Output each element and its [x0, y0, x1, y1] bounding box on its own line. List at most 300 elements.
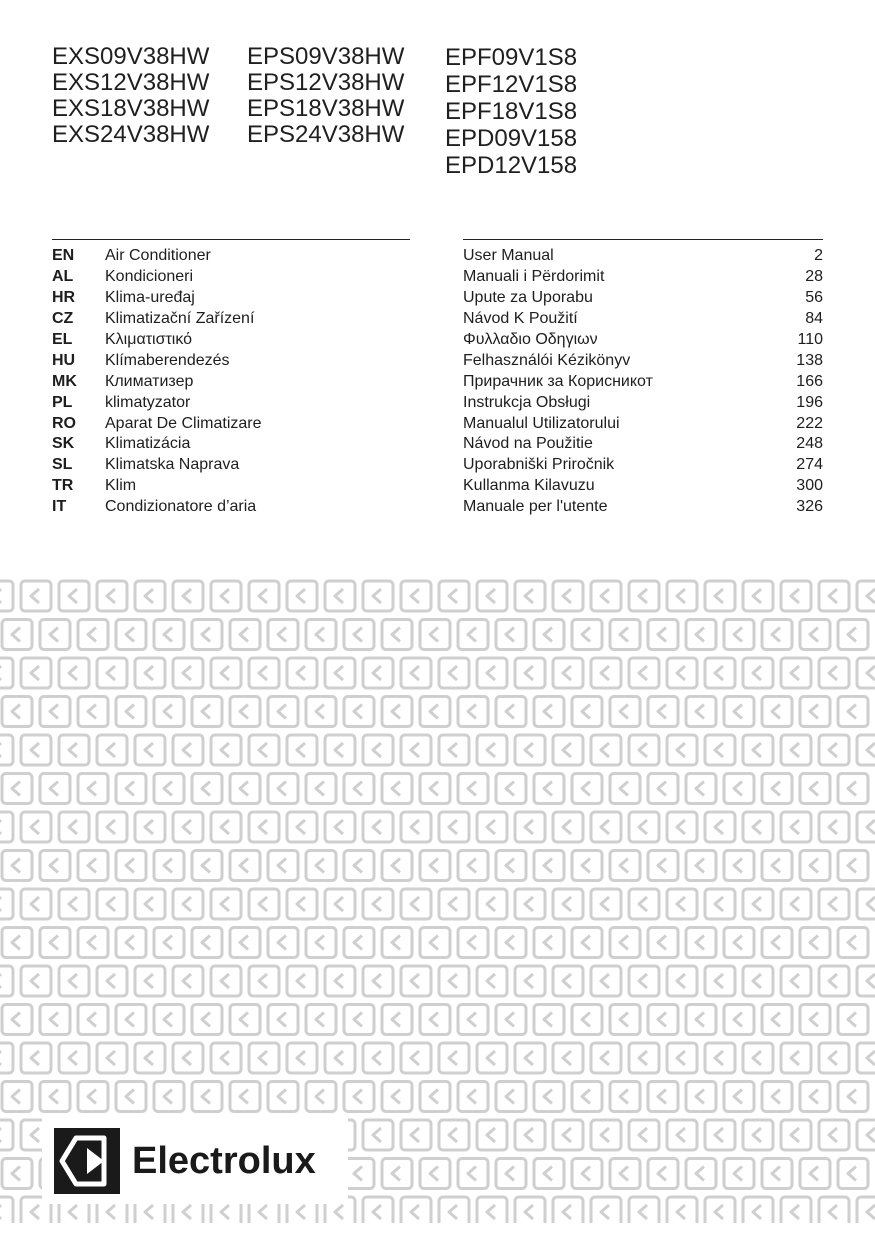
pattern-tile-icon [819, 658, 849, 688]
pattern-tile-icon [572, 697, 602, 727]
manual-contents-list [463, 246, 823, 518]
model-number: EXS18V38HW [52, 95, 210, 122]
pattern-tile-icon [154, 851, 184, 881]
language-code: IT [52, 498, 67, 516]
pattern-tile-icon [420, 774, 450, 804]
pattern-tile-icon [59, 1043, 89, 1073]
pattern-tile-icon [0, 735, 13, 765]
pattern-tile-icon [116, 928, 146, 958]
pattern-tile-icon [230, 851, 260, 881]
pattern-tile-icon [78, 620, 108, 650]
pattern-tile-icon [458, 1159, 488, 1189]
pattern-tile-icon [838, 697, 868, 727]
pattern-tile-icon [306, 851, 336, 881]
pattern-tile-icon [743, 889, 773, 919]
product-name: Klim [105, 477, 137, 495]
pattern-tile-icon [458, 620, 488, 650]
pattern-tile-icon [686, 620, 716, 650]
pattern-tile-icon [610, 620, 640, 650]
contents-row [463, 497, 823, 518]
language-row [52, 350, 412, 371]
pattern-tile-icon [135, 581, 165, 611]
pattern-tile-icon [97, 1043, 127, 1073]
product-name: klimatyzator [105, 393, 191, 411]
pattern-tile-icon [629, 1197, 659, 1223]
pattern-tile-icon [496, 1082, 526, 1112]
manual-title: Felhasználói Kézikönyv [463, 351, 631, 369]
pattern-tile-icon [363, 658, 393, 688]
pattern-tile-icon [591, 581, 621, 611]
language-row [52, 392, 412, 413]
pattern-tile-icon [838, 1159, 868, 1189]
pattern-tile-icon [21, 966, 51, 996]
pattern-tile-icon [382, 697, 412, 727]
contents-row [463, 371, 823, 392]
model-number: EPF12V1S8 [445, 71, 578, 98]
pattern-tile-icon [686, 774, 716, 804]
language-code: CZ [52, 310, 74, 328]
pattern-tile-icon [572, 1005, 602, 1035]
pattern-tile-icon [249, 581, 279, 611]
pattern-tile-icon [667, 735, 697, 765]
pattern-tile-icon [2, 1005, 32, 1035]
language-row [52, 413, 412, 434]
brand-logo [42, 1118, 348, 1204]
model-number: EPF18V1S8 [445, 98, 578, 125]
model-list-exs [52, 44, 209, 148]
pattern-tile-icon [344, 928, 374, 958]
pattern-tile-icon [762, 774, 792, 804]
pattern-tile-icon [743, 581, 773, 611]
pattern-tile-icon [534, 1082, 564, 1112]
product-name: Condizionatore d’aria [105, 498, 257, 516]
pattern-tile-icon [211, 581, 241, 611]
language-code: RO [52, 414, 76, 432]
divider-left [52, 239, 410, 240]
pattern-tile-icon [838, 620, 868, 650]
model-number: EPD09V158 [445, 125, 578, 152]
pattern-tile-icon [59, 889, 89, 919]
pattern-tile-icon [40, 774, 70, 804]
page-number: 300 [796, 477, 823, 495]
pattern-tile-icon [382, 620, 412, 650]
pattern-tile-icon [781, 1120, 811, 1150]
model-number: EPS24V38HW [247, 121, 405, 148]
pattern-tile-icon [800, 1159, 830, 1189]
pattern-tile-icon [553, 1197, 583, 1223]
language-row [52, 288, 412, 309]
manual-title: Návod K Použití [463, 310, 578, 328]
pattern-tile-icon [667, 889, 697, 919]
product-name: Klímaberendezés [105, 351, 230, 369]
pattern-tile-icon [287, 1043, 317, 1073]
pattern-tile-icon [667, 1043, 697, 1073]
pattern-tile-icon [648, 1005, 678, 1035]
pattern-tile-icon [135, 812, 165, 842]
pattern-tile-icon [819, 812, 849, 842]
pattern-tile-icon [553, 581, 583, 611]
page-number: 326 [796, 498, 823, 516]
pattern-tile-icon [800, 774, 830, 804]
pattern-tile-icon [420, 697, 450, 727]
pattern-tile-icon [363, 735, 393, 765]
pattern-tile-icon [705, 889, 735, 919]
pattern-tile-icon [211, 966, 241, 996]
pattern-tile-icon [553, 1120, 583, 1150]
pattern-tile-icon [135, 966, 165, 996]
pattern-tile-icon [648, 851, 678, 881]
language-code: PL [52, 393, 73, 411]
pattern-tile-icon [439, 889, 469, 919]
pattern-tile-icon [458, 1005, 488, 1035]
pattern-tile-icon [819, 889, 849, 919]
language-row [52, 246, 412, 267]
model-list-epf-epd [445, 44, 577, 179]
pattern-tile-icon [97, 735, 127, 765]
model-number: EPF09V1S8 [445, 44, 578, 71]
pattern-tile-icon [515, 1120, 545, 1150]
contents-row [463, 267, 823, 288]
language-code: EN [52, 247, 75, 265]
pattern-tile-icon [458, 697, 488, 727]
pattern-tile-icon [686, 1159, 716, 1189]
manual-title: Instrukcja Obsługi [463, 393, 591, 411]
pattern-tile-icon [496, 1159, 526, 1189]
pattern-tile-icon [306, 928, 336, 958]
pattern-tile-icon [496, 928, 526, 958]
pattern-tile-icon [515, 812, 545, 842]
contents-row [463, 413, 823, 434]
pattern-tile-icon [572, 620, 602, 650]
pattern-tile-icon [686, 1082, 716, 1112]
pattern-tile-icon [477, 1197, 507, 1223]
pattern-tile-icon [496, 697, 526, 727]
model-number: EXS12V38HW [52, 69, 210, 96]
pattern-tile-icon [0, 966, 13, 996]
pattern-tile-icon [724, 1082, 754, 1112]
language-code: HU [52, 351, 76, 369]
pattern-tile-icon [629, 889, 659, 919]
pattern-tile-icon [363, 889, 393, 919]
page-number: 166 [796, 372, 823, 390]
pattern-tile-icon [116, 697, 146, 727]
pattern-tile-icon [306, 1082, 336, 1112]
pattern-tile-icon [857, 812, 875, 842]
language-row [52, 476, 412, 497]
pattern-tile-icon [40, 1082, 70, 1112]
pattern-tile-icon [116, 620, 146, 650]
pattern-tile-icon [192, 928, 222, 958]
pattern-tile-icon [724, 1005, 754, 1035]
pattern-tile-icon [648, 697, 678, 727]
pattern-tile-icon [553, 1043, 583, 1073]
pattern-tile-icon [648, 1159, 678, 1189]
pattern-tile-icon [762, 1005, 792, 1035]
pattern-tile-icon [401, 1043, 431, 1073]
pattern-tile-icon [59, 581, 89, 611]
pattern-tile-icon [173, 966, 203, 996]
pattern-tile-icon [135, 889, 165, 919]
pattern-tile-icon [2, 1159, 32, 1189]
pattern-tile-icon [515, 1197, 545, 1223]
product-name: Air Conditioner [105, 247, 211, 265]
pattern-tile-icon [591, 1043, 621, 1073]
pattern-tile-icon [287, 889, 317, 919]
pattern-tile-icon [325, 1043, 355, 1073]
pattern-tile-icon [534, 851, 564, 881]
pattern-tile-icon [344, 1082, 374, 1112]
page-number: 274 [796, 456, 823, 474]
pattern-tile-icon [439, 735, 469, 765]
pattern-tile-icon [2, 1082, 32, 1112]
pattern-tile-icon [819, 581, 849, 611]
pattern-tile-icon [249, 889, 279, 919]
pattern-tile-icon [154, 1005, 184, 1035]
pattern-tile-icon [325, 581, 355, 611]
pattern-tile-icon [743, 1043, 773, 1073]
pattern-tile-icon [781, 658, 811, 688]
pattern-tile-icon [59, 735, 89, 765]
pattern-tile-icon [572, 851, 602, 881]
contents-row [463, 330, 823, 351]
language-row [52, 455, 412, 476]
pattern-tile-icon [420, 620, 450, 650]
pattern-tile-icon [78, 851, 108, 881]
pattern-tile-icon [173, 1043, 203, 1073]
pattern-tile-icon [477, 812, 507, 842]
pattern-tile-icon [97, 966, 127, 996]
pattern-tile-icon [116, 851, 146, 881]
pattern-tile-icon [268, 928, 298, 958]
language-code: HR [52, 289, 76, 307]
pattern-tile-icon [686, 928, 716, 958]
pattern-tile-icon [268, 774, 298, 804]
pattern-tile-icon [591, 735, 621, 765]
pattern-tile-icon [686, 697, 716, 727]
pattern-tile-icon [534, 928, 564, 958]
pattern-tile-icon [819, 1197, 849, 1223]
pattern-tile-icon [344, 620, 374, 650]
pattern-tile-icon [534, 1005, 564, 1035]
pattern-tile-icon [287, 581, 317, 611]
pattern-tile-icon [458, 928, 488, 958]
pattern-tile-icon [230, 1082, 260, 1112]
pattern-tile-icon [325, 966, 355, 996]
page-number: 222 [796, 414, 823, 432]
pattern-tile-icon [59, 812, 89, 842]
pattern-tile-icon [515, 658, 545, 688]
pattern-tile-icon [667, 581, 697, 611]
manual-title: Uporabniški Priročnik [463, 456, 615, 474]
model-list-eps [247, 44, 404, 148]
contents-row [463, 392, 823, 413]
pattern-tile-icon [838, 928, 868, 958]
pattern-tile-icon [21, 735, 51, 765]
pattern-tile-icon [629, 735, 659, 765]
pattern-tile-icon [21, 658, 51, 688]
pattern-tile-icon [382, 851, 412, 881]
product-name: Klimatska Naprava [105, 456, 240, 474]
pattern-tile-icon [268, 1005, 298, 1035]
pattern-tile-icon [610, 1159, 640, 1189]
pattern-tile-icon [135, 658, 165, 688]
pattern-tile-icon [306, 620, 336, 650]
page-number: 56 [805, 289, 823, 307]
model-number: EPS18V38HW [247, 95, 405, 122]
pattern-tile-icon [420, 1082, 450, 1112]
pattern-tile-icon [610, 697, 640, 727]
page-number: 196 [796, 393, 823, 411]
pattern-tile-icon [173, 889, 203, 919]
pattern-tile-icon [306, 697, 336, 727]
pattern-tile-icon [2, 851, 32, 881]
pattern-tile-icon [211, 658, 241, 688]
pattern-tile-icon [287, 966, 317, 996]
pattern-tile-icon [629, 966, 659, 996]
pattern-tile-icon [591, 812, 621, 842]
pattern-tile-icon [287, 735, 317, 765]
pattern-tile-icon [363, 812, 393, 842]
pattern-tile-icon [667, 812, 697, 842]
pattern-tile-icon [572, 928, 602, 958]
pattern-tile-icon [553, 658, 583, 688]
pattern-tile-icon [686, 1005, 716, 1035]
pattern-tile-icon [610, 1005, 640, 1035]
pattern-tile-icon [325, 812, 355, 842]
pattern-tile-icon [40, 697, 70, 727]
pattern-tile-icon [249, 812, 279, 842]
pattern-tile-icon [496, 851, 526, 881]
pattern-tile-icon [705, 812, 735, 842]
pattern-tile-icon [230, 928, 260, 958]
pattern-tile-icon [610, 774, 640, 804]
pattern-tile-icon [838, 1082, 868, 1112]
language-row [52, 497, 412, 518]
pattern-tile-icon [553, 889, 583, 919]
pattern-tile-icon [401, 658, 431, 688]
product-name: Kondicioneri [105, 268, 194, 286]
pattern-tile-icon [515, 966, 545, 996]
pattern-tile-icon [648, 620, 678, 650]
pattern-tile-icon [97, 812, 127, 842]
pattern-tile-icon [401, 735, 431, 765]
pattern-tile-icon [857, 735, 875, 765]
pattern-tile-icon [0, 1120, 13, 1150]
pattern-tile-icon [800, 851, 830, 881]
pattern-tile-icon [648, 928, 678, 958]
pattern-tile-icon [0, 889, 13, 919]
pattern-tile-icon [800, 928, 830, 958]
pattern-tile-icon [230, 1005, 260, 1035]
pattern-tile-icon [610, 851, 640, 881]
pattern-tile-icon [287, 812, 317, 842]
pattern-tile-icon [591, 658, 621, 688]
manual-title: Manuale per l'utente [463, 498, 608, 516]
language-code: SK [52, 435, 75, 453]
pattern-tile-icon [857, 889, 875, 919]
pattern-tile-icon [800, 1005, 830, 1035]
pattern-tile-icon [819, 735, 849, 765]
language-row [52, 267, 412, 288]
language-code: AL [52, 268, 74, 286]
pattern-tile-icon [458, 774, 488, 804]
pattern-tile-icon [838, 1005, 868, 1035]
pattern-tile-icon [762, 697, 792, 727]
pattern-tile-icon [40, 620, 70, 650]
pattern-tile-icon [382, 774, 412, 804]
pattern-tile-icon [439, 1043, 469, 1073]
pattern-tile-icon [382, 928, 412, 958]
pattern-tile-icon [724, 851, 754, 881]
pattern-tile-icon [819, 966, 849, 996]
pattern-tile-icon [477, 658, 507, 688]
pattern-tile-icon [610, 1082, 640, 1112]
pattern-tile-icon [420, 1159, 450, 1189]
pattern-tile-icon [477, 1120, 507, 1150]
language-code: EL [52, 331, 73, 348]
page-number: 110 [797, 331, 823, 348]
pattern-tile-icon [135, 735, 165, 765]
model-number: EXS24V38HW [52, 121, 210, 148]
pattern-tile-icon [534, 620, 564, 650]
pattern-tile-icon [724, 697, 754, 727]
pattern-tile-icon [363, 966, 393, 996]
pattern-tile-icon [420, 851, 450, 881]
pattern-tile-icon [553, 735, 583, 765]
pattern-tile-icon [857, 581, 875, 611]
page-number: 84 [805, 310, 823, 328]
pattern-tile-icon [439, 966, 469, 996]
pattern-tile-icon [553, 812, 583, 842]
page-number: 28 [805, 268, 823, 286]
pattern-tile-icon [762, 851, 792, 881]
pattern-tile-icon [0, 1197, 13, 1223]
pattern-tile-icon [743, 966, 773, 996]
pattern-tile-icon [344, 851, 374, 881]
pattern-tile-icon [2, 697, 32, 727]
pattern-tile-icon [306, 1005, 336, 1035]
pattern-tile-icon [781, 889, 811, 919]
pattern-tile-icon [819, 1043, 849, 1073]
pattern-tile-icon [344, 1005, 374, 1035]
model-number: EXS09V38HW [52, 43, 210, 70]
pattern-tile-icon [591, 889, 621, 919]
pattern-tile-icon [705, 966, 735, 996]
pattern-tile-icon [667, 966, 697, 996]
pattern-tile-icon [192, 1082, 222, 1112]
pattern-tile-icon [382, 1159, 412, 1189]
pattern-tile-icon [211, 889, 241, 919]
contents-row [463, 350, 823, 371]
pattern-tile-icon [344, 774, 374, 804]
pattern-tile-icon [363, 1197, 393, 1223]
page-number: 248 [796, 435, 823, 453]
pattern-tile-icon [249, 966, 279, 996]
manual-title: Návod na Použitie [463, 435, 593, 453]
pattern-tile-icon [629, 1043, 659, 1073]
pattern-tile-icon [325, 735, 355, 765]
pattern-tile-icon [78, 1005, 108, 1035]
pattern-tile-icon [762, 620, 792, 650]
language-code: MK [52, 372, 77, 390]
pattern-tile-icon [230, 774, 260, 804]
brand-name: Electrolux [132, 1139, 316, 1182]
pattern-tile-icon [439, 1197, 469, 1223]
language-row [52, 330, 412, 351]
pattern-tile-icon [743, 1120, 773, 1150]
pattern-tile-icon [477, 966, 507, 996]
pattern-tile-icon [2, 774, 32, 804]
